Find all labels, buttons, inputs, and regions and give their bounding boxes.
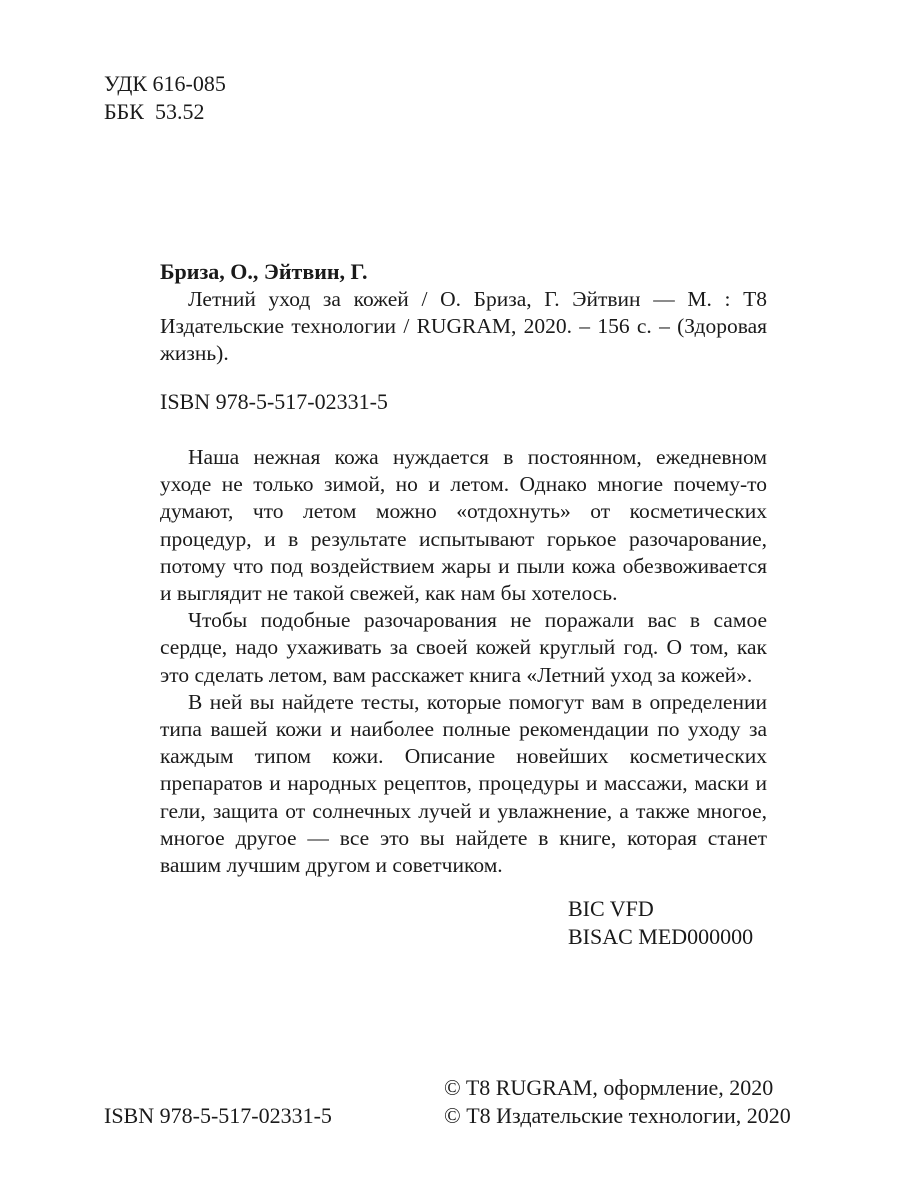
annotation-paragraph: В ней вы найдете тесты, которые помогут вам в определении типа вашей кожи и наиболее полные рекомендации по уходу за каждым типом кожи. Описание новейших косметических препаратов и народных рецептов, процедуры и массажи, маски и гели, защита от солнечных лучей и увлажнение, а также многое, многое другое — все это вы найдете в книге, которая станет вашим лучшим другом и советчиком. <box>160 689 767 878</box>
copyright-notices <box>444 1074 791 1130</box>
isbn-footer: ISBN 978-5-517-02331-5 <box>104 1103 332 1128</box>
author-heading: Бриза, О., Эйтвин, Г. <box>160 259 368 284</box>
bibliographic-text: Летний уход за кожей / О. Бриза, Г. Эйтвин — М. : Т8 Издательские технологии / RUGRAM, 2020. – 156 с. – (Здоровая жизнь). <box>160 287 767 365</box>
annotation-paragraph: Чтобы подобные разочарования не поражали вас в самое сердце, надо ухаживать за своей кожей круглый год. О том, как это сделать летом, вам расскажет книга «Летний уход за кожей». <box>160 608 767 687</box>
classification-codes <box>104 70 226 126</box>
bisac-code: BISAC MED000000 <box>568 924 754 949</box>
copyright-publisher: © Т8 Издательские технологии, 2020 <box>444 1103 791 1128</box>
bbk-code: ББК 53.52 <box>104 99 205 124</box>
annotation-paragraph: Наша нежная кожа нуждается в постоянном, ежедневном уходе не только зимой, но и летом. Однако многие почему-то думают, что летом можно «отдохнуть» от косметических процедур, и в результате испытывают горькое разочарование, потому что под воздействием жары и пыли кожа обезвоживается и выглядит не такой свежей, как нам бы хотелось. <box>160 445 767 606</box>
isbn-record: ISBN 978-5-517-02331-5 <box>160 389 388 414</box>
bibliographic-description <box>160 286 767 367</box>
udk-code: УДК 616-085 <box>104 71 226 96</box>
bic-code: BIC VFD <box>568 896 654 921</box>
subject-codes <box>568 895 753 951</box>
copyright-design: © T8 RUGRAM, оформление, 2020 <box>444 1075 774 1100</box>
annotation <box>160 444 767 879</box>
